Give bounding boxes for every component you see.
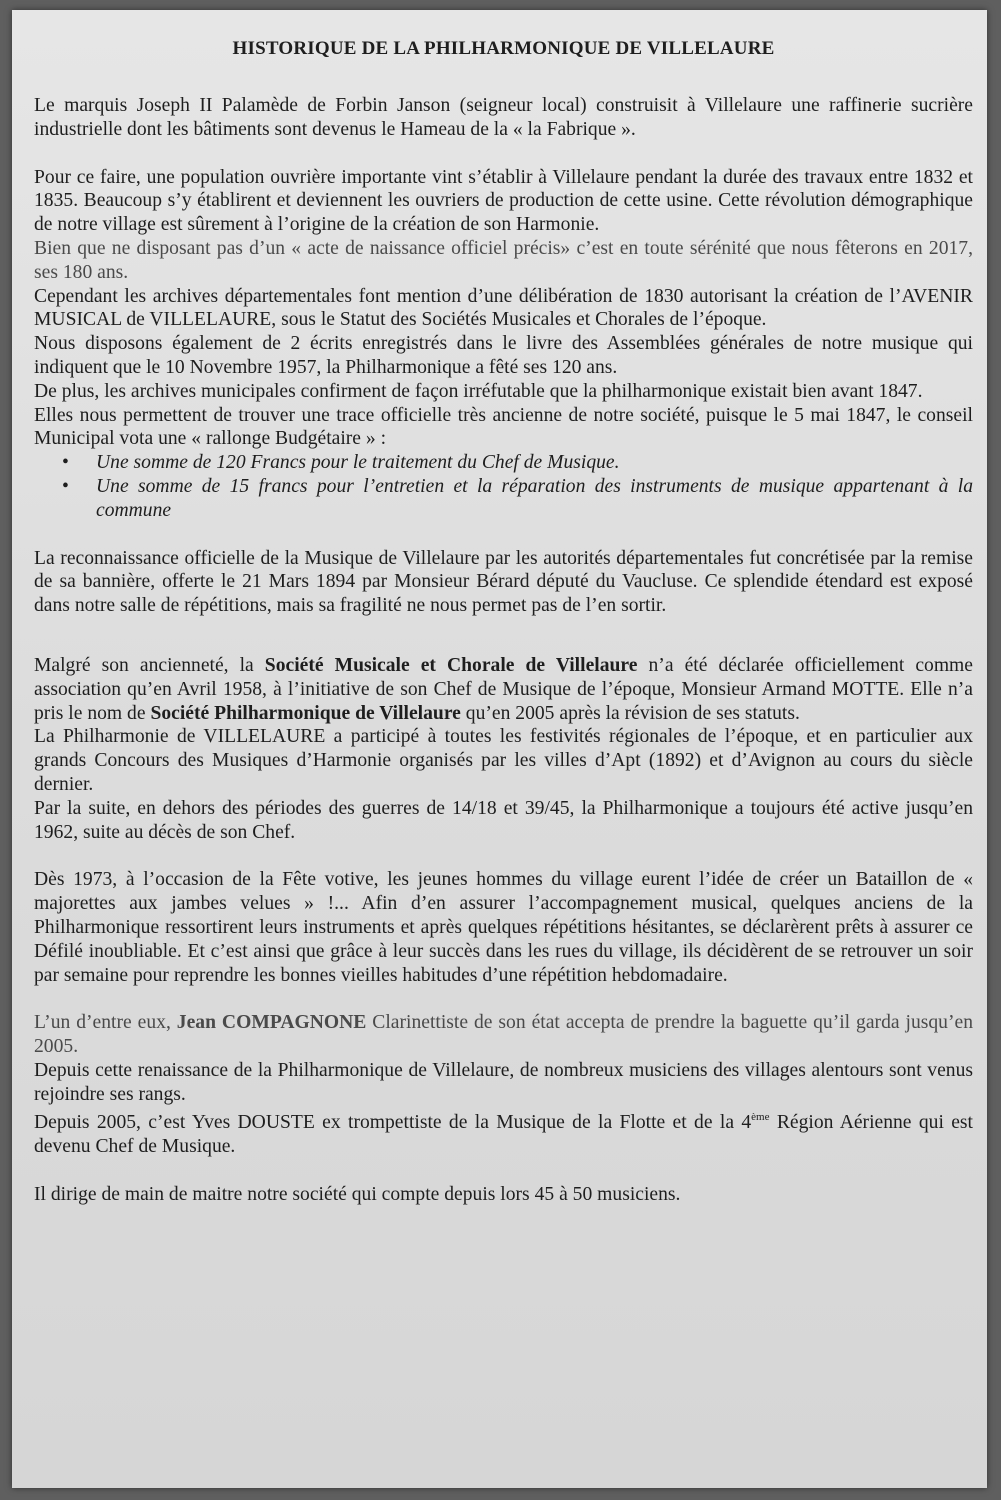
list-item: • Une somme de 15 francs pour l’entretien et la réparation des instruments de musique appartenant à la commune (34, 475, 973, 523)
paragraph-4: Cependant les archives départementales font mention d’une délibération de 1830 autorisant la création de l’AVENIR MUSICAL de VILLELAURE, sous le Statut des Sociétés Musicales et Chorales de l’époque. (34, 285, 973, 331)
paragraph-16: Il dirige de main de maitre notre société qui compte depuis lors 45 à 50 musiciens. (34, 1184, 681, 1206)
paragraph-15: Depuis 2005, c’est Yves DOUSTE ex trompettiste de la Musique de la Flotte et de la 4ème Région Aérienne qui est devenu Chef de Musique. (34, 1111, 973, 1158)
paragraph-1: Le marquis Joseph II Palamède de Forbin Janson (seigneur local) construisit à Villelaure une raffinerie sucrière industrielle dont les bâtiments sont devenus le Hameau de la « la Fabrique ». (34, 95, 973, 140)
budget-list (34, 451, 973, 522)
document-page (12, 10, 987, 1488)
conductor-name: Jean COMPAGNONE (176, 1012, 367, 1034)
society-name-1: Société Musicale et Chorale de Villelaure (264, 654, 638, 676)
paragraph-11: Par la suite, en dehors des périodes des guerres de 14/18 et 39/45, la Philharmonique a toujours été active jusqu’en 1962, suite au décès de son Chef. (34, 797, 973, 843)
paragraph-14: Depuis cette renaissance de la Philharmonique de Villelaure, de nombreux musiciens des villages alentours sont venus rejoindre ses rangs. (34, 1059, 973, 1105)
paragraph-7: Elles nous permettent de trouver une trace officielle très ancienne de notre société, puisque le 5 mai 1847, le conseil Municipal vota une « rallonge Budgétaire » : (34, 404, 973, 450)
paragraph-8: La reconnaissance officielle de la Musique de Villelaure par les autorités départementales fut concrétisée par la remise de sa bannière, offerte le 21 Mars 1894 par Monsieur Bérard député du Vaucluse. Ce splendide étendard est exposé dans notre salle de répétitions, mais sa fragilité ne nous permet pas de l’en sortir. (34, 547, 973, 617)
society-name-2: Société Philharmonique de Villelaure (150, 702, 461, 724)
paragraph-3: Bien que ne disposant pas d’un « acte de naissance officiel précis» c’est en toute sérénité que nous fêterons en 2017, ses 180 ans. (34, 237, 973, 283)
paragraph-12: Dès 1973, à l’occasion de la Fête votive, les jeunes hommes du village eurent l’idée de créer un Bataillon de « majorettes aux jambes velues » !... Afin d’en assurer l’accompagnement musical, quelques anciens de la Philharmonique ressortirent leurs instruments et après quelques répétitions hésitantes, se déclarèrent prêts à assurer ce Défilé inoubliable. Et c’est ainsi que grâce à leur succès dans les rues du village, ils décidèrent de se retrouver un soir par semaine pour reprendre les bonnes vieilles habitudes d’une répétition hebdomadaire. (34, 869, 973, 986)
paragraph-6: De plus, les archives municipales confirment de façon irréfutable que la philharmonique existait bien avant 1847. (34, 380, 923, 402)
paragraph-13: L’un d’entre eux, Jean COMPAGNONE Clarinettiste de son état accepta de prendre la baguette qu’il garda jusqu’en 2005. (34, 1012, 973, 1058)
paragraph-9: Malgré son ancienneté, la Société Musicale et Chorale de Villelaure n’a été déclarée officiellement comme association qu’en Avril 1958, à l’initiative de son Chef de Musique de l’époque, Monsieur Armand MOTTE. Elle n’a pris le nom de Société Philharmonique de Villelaure qu’en 2005 après la révision de ses statuts. (34, 654, 973, 724)
list-item: • Une somme de 120 Francs pour le traitement du Chef de Musique. (34, 451, 973, 475)
paragraph-10: La Philharmonie de VILLELAURE a participé à toutes les festivités régionales de l’époque, et en particulier aux grands Concours des Musiques d’Harmonie organisés par les villes d’Apt (1892) et d’Avignon au cours du siècle dernier. (34, 726, 973, 795)
document-title: HISTORIQUE DE LA PHILHARMONIQUE DE VILLELAURE (232, 38, 775, 59)
paragraph-2: Pour ce faire, une population ouvrière importante vint s’établir à Villelaure pendant la durée des travaux entre 1832 et 1835. Beaucoup s’y établirent et deviennent les ouvriers de production de cette usine. Cette révolution démographique de notre village est sûrement à l’origine de la création de son Harmonie. (34, 166, 973, 236)
paragraph-5: Nous disposons également de 2 écrits enregistrés dans le livre des Assemblées générales de notre musique qui indiquent que le 10 Novembre 1957, la Philharmonique a fêté ses 120 ans. (34, 333, 973, 378)
